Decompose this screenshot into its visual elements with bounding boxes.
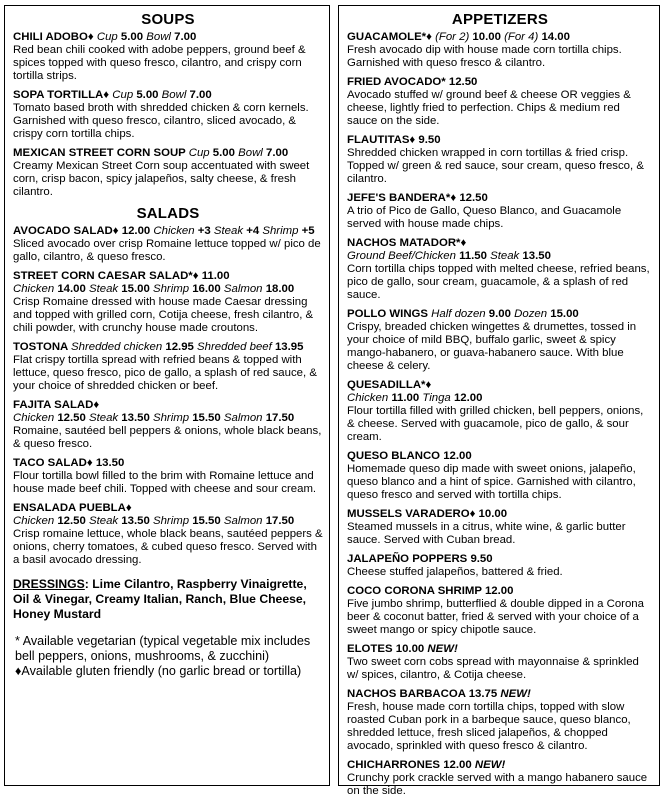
soups-heading: SOUPS [141,11,195,28]
price: 16.00 [192,283,224,295]
salads-list [13,225,323,567]
item-description: Red bean chili cooked with adobe peppers, ground beef & spices topped with queso fresco, cilantro, and crispy corn tortilla strips. [13,44,306,82]
item-description: Cheese stuffed jalapeños, battered & fried. [347,566,563,578]
menu-item [347,643,653,682]
price-label: Cup [188,147,213,159]
menu-item [347,308,653,373]
price: 13.50 [522,250,551,262]
price: 12.00 [484,585,514,597]
menu-item [13,147,323,199]
item-description: Two sweet corn cobs spread with mayonnaise & sprinkled w/ spices, cilantro, & Cotija cheese. [347,656,639,681]
price: 12.00 [121,225,154,237]
new-badge: NEW! [474,759,506,771]
item-name: STREET CORN CAESAR SALAD*♦ [13,270,202,282]
price: 9.00 [488,308,515,320]
price-label: Cup [96,31,121,43]
price-label: Steak [490,250,523,262]
menu-item [13,31,323,83]
item-name: ENSALADA PUEBLA♦ [13,502,132,514]
price: 13.75 [468,688,501,700]
menu-item [347,192,653,231]
item-name: TOSTONA [13,341,72,353]
menu-item-heading [347,553,653,566]
menu-item-heading [13,225,323,238]
price-label: Chicken [13,515,58,527]
price: 5.00 [136,89,162,101]
right-menu-column [338,5,660,797]
price-label: Tinga [422,392,454,404]
price-label: Shrimp [152,283,193,295]
menu-item [347,134,653,186]
item-description: Crisp romaine lettuce, whole black beans, sautéed peppers & onions, cherry tomatoes, & cubed queso fresco. Served with a basil avocado dressing. [13,528,323,566]
price-label: Ground Beef/Chicken [347,250,460,262]
price: 13.95 [274,341,304,353]
item-description: Fresh avocado dip with house made corn tortilla chips. Garnished with queso fresco & cilantro. [347,44,622,69]
price: 17.50 [265,412,295,424]
menu-item-heading [347,237,653,263]
price: 11.00 [201,270,230,282]
menu-item-heading [347,308,653,321]
price-label: (For 2) [435,31,473,43]
item-description: Homemade queso dip made with sweet onions, jalapeño, queso blanco and a hint of spice. Garnished with cilantro, queso fresco and served with tortilla chips. [347,463,636,501]
price: 12.50 [459,192,488,204]
price: +4 [246,225,263,237]
item-name: TACO SALAD♦ [13,457,96,469]
price-label: Steak [213,225,247,237]
appetizers-heading: APPETIZERS [451,11,549,28]
item-description: Avocado stuffed w/ ground beef & cheese OR veggies & cheese, lightly fried to perfection. Chips & medium red sauce on the side. [347,89,631,127]
item-name: POLLO WINGS [347,308,432,320]
menu-item-heading [13,147,323,160]
price: 10.00 [395,643,428,655]
price-label: Salmon [223,412,266,424]
item-description: Crunchy pork crackle served with a mango habanero sauce on the side. [347,772,648,797]
soups-list [13,31,323,199]
item-name: FRIED AVOCADO* [347,76,449,88]
price: 12.00 [443,759,475,771]
menu-item [347,379,653,444]
item-description: Sliced avocado over crisp Romaine lettuce topped w/ pico de gallo, cilantro, & queso fresco. [13,238,321,263]
price: 15.00 [550,308,579,320]
price-label: Chicken [153,225,198,237]
price-label: Chicken [347,392,392,404]
price: 12.00 [453,392,483,404]
menu-item [13,502,323,567]
price-label: Half dozen [431,308,489,320]
item-name: MEXICAN STREET CORN SOUP [13,147,189,159]
price: 11.50 [459,250,491,262]
price: 5.00 [120,31,147,43]
item-name: ELOTES [347,643,396,655]
item-name: CHILI ADOBO♦ [13,31,97,43]
item-name: AVOCADO SALAD♦ [13,225,122,237]
menu-item-heading [347,508,653,521]
item-description: Shredded chicken wrapped in corn tortillas & fried crisp. Topped w/ green & red sauce, sour cream, queso fresco, & cilantro. [347,147,644,185]
item-name: SOPA TORTILLA♦ [13,89,113,101]
price: 9.50 [418,134,441,146]
price: 13.50 [95,457,125,469]
price: 13.50 [121,412,153,424]
item-description: Flour tortilla filled with grilled chicken, bell peppers, onions, & cheese. Served with guacamole, pico de gallo, & sour cream. [347,405,644,443]
menu-item-heading [347,134,653,147]
price: 15.50 [192,515,224,527]
price-label: Dozen [514,308,551,320]
item-description: Romaine, sautéed bell peppers & onions, whole black beans, & queso fresco. [13,425,322,450]
dietary-notes [13,634,323,679]
menu-item [347,688,653,753]
item-description: Flat crispy tortilla spread with refried beans & topped with lettuce, queso fresco, pico de gallo, a splash of red sauce, & your choice of shredded chicken or beef. [13,354,317,392]
item-name: FAJITA SALAD♦ [13,399,100,411]
menu-item-heading [347,585,653,598]
price-label: Shrimp [152,515,193,527]
item-description: Crispy, breaded chicken wingettes & drumettes, tossed in your choice of mild BBQ, buffalo garlic, sweet & spicy mango-habanero, or guava-habanero sauce. With blue cheese & celery. [347,321,637,372]
price: 9.50 [470,553,493,565]
new-badge: NEW! [500,688,531,700]
price: 12.50 [448,76,478,88]
price-label: Steak [89,283,122,295]
item-description: Corn tortilla chips topped with melted cheese, refried beans, pico de gallo, sour cream, guacamole, & a splash of red sauce. [347,263,650,301]
dressings-list: : Lime Cilantro, Raspberry Vinaigrette, Oil & Vinegar, Creamy Italian, Ranch, Blue Cheese, Honey Mustard [13,577,307,621]
price-label: Salmon [223,283,266,295]
item-description: Creamy Mexican Street Corn soup accentuated with sweet corn, crisp bacon, spicy jalapeños, salty cheese, & fresh cilantro. [13,160,310,198]
item-description: Steamed mussels in a citrus, white wine, & garlic butter sauce. Served with Cuban bread. [347,521,626,546]
menu-item-heading [13,399,323,425]
price: 14.00 [57,283,89,295]
menu-item [347,508,653,547]
menu-item-heading [347,192,653,205]
menu-item-heading [347,379,653,405]
menu-item [347,585,653,637]
price: 12.50 [57,515,89,527]
price: 5.00 [212,147,239,159]
item-name: GUACAMOLE*♦ [347,31,436,43]
menu-item [347,76,653,128]
price-label: Shredded beef [197,341,275,353]
price: 15.50 [192,412,224,424]
appetizers-list [347,31,653,798]
price-label: Salmon [223,515,266,527]
item-name: COCO CORONA SHRIMP [347,585,485,597]
vegetarian-note: * Available vegetarian (typical vegetable mix includes bell peppers, onions, mushrooms, & zucchini) [15,634,311,663]
dressings-block [13,577,323,622]
price: 10.00 [472,31,505,43]
menu-item-heading [347,759,653,772]
price-label: Chicken [13,412,58,424]
price: 7.00 [266,147,289,159]
price: +3 [197,225,214,237]
item-description: Flour tortilla bowl filled to the brim with Romaine lettuce and house made beef chili. Topped with cheese and sour cream. [13,470,317,495]
menu-item [347,237,653,302]
menu-item-heading [13,341,323,354]
item-name: JALAPEÑO POPPERS [347,553,471,565]
item-name: QUESO BLANCO [347,450,444,462]
menu-item [13,270,323,335]
price: 10.00 [478,508,508,520]
menu-item [13,341,323,393]
menu-item [347,450,653,502]
menu-item [347,31,653,70]
price: 15.00 [121,283,153,295]
dressings-label: DRESSINGS [13,577,85,591]
item-description: Tomato based broth with shredded chicken & corn kernels. Garnished with queso fresco, cilantro, sliced avocado, & crispy corn tortilla chips. [13,102,309,140]
price: 11.00 [391,392,423,404]
item-name: JEFE'S BANDERA*♦ [347,192,460,204]
price: 13.50 [121,515,153,527]
price-label: Cup [112,89,137,101]
menu-item-heading [13,270,323,296]
price-label: Bowl [146,31,175,43]
menu-item [347,759,653,798]
item-name: NACHOS BARBACOA [347,688,469,700]
new-badge: NEW! [427,643,458,655]
menu-item-heading [347,688,653,701]
menu-item [347,553,653,579]
price-label: Shrimp [152,412,193,424]
item-description: Five jumbo shrimp, butterflied & double dipped in a Corona beer & coconut batter, fried & served with your choice of a sweet mango or spicy chipotle sauce. [347,598,644,636]
menu-item-heading [13,502,323,528]
price-label: Bowl [238,147,266,159]
item-description: Crisp Romaine dressed with house made Caesar dressing and topped with grilled corn, Cotija cheese, fresh cilantro, & chili powder, with crunchy house made croutons. [13,296,314,334]
gluten-friendly-note: ♦Available gluten friendly (no garlic bread or tortilla) [15,664,302,678]
item-name: FLAUTITAS♦ [347,134,419,146]
menu-item [13,457,323,496]
menu-item [13,89,323,141]
menu-item-heading [347,450,653,463]
price-label: Steak [89,412,122,424]
menu-item [13,399,323,451]
item-name: CHICHARRONES [347,759,444,771]
price: 12.00 [443,450,472,462]
price: 18.00 [265,283,295,295]
price: 12.50 [57,412,89,424]
menu-item-heading [347,31,653,44]
salads-heading: SALADS [136,205,200,222]
price-label: Shrimp [262,225,302,237]
menu-item-heading [13,89,323,102]
price-label: Steak [89,515,122,527]
menu-item-heading [347,643,653,656]
item-name: MUSSELS VARADERO♦ [347,508,479,520]
left-menu-column [4,5,330,786]
price-label: Shredded chicken [71,341,166,353]
menu-item [13,225,323,264]
price: 12.95 [165,341,198,353]
price: 17.50 [265,515,295,527]
price-label: (For 4) [504,31,542,43]
menu-item-heading [13,457,323,470]
price: +5 [301,225,315,237]
item-description: Fresh, house made corn tortilla chips, topped with slow roasted Cuban pork in a barbeque sauce, queso blanco, shredded lettuce, fresh sliced jalapeños, & chopped avocado, sprinkled with queso fresco & cilantro. [347,701,631,752]
price-label: Chicken [13,283,58,295]
price: 7.00 [189,89,212,101]
item-name: NACHOS MATADOR*♦ [347,237,467,249]
price-label: Bowl [161,89,190,101]
item-description: A trio of Pico de Gallo, Queso Blanco, and Guacamole served with house made chips. [347,205,622,230]
menu-item-heading [13,31,323,44]
price: 14.00 [541,31,570,43]
price: 7.00 [174,31,197,43]
menu-item-heading [347,76,653,89]
item-name: QUESADILLA*♦ [347,379,432,391]
